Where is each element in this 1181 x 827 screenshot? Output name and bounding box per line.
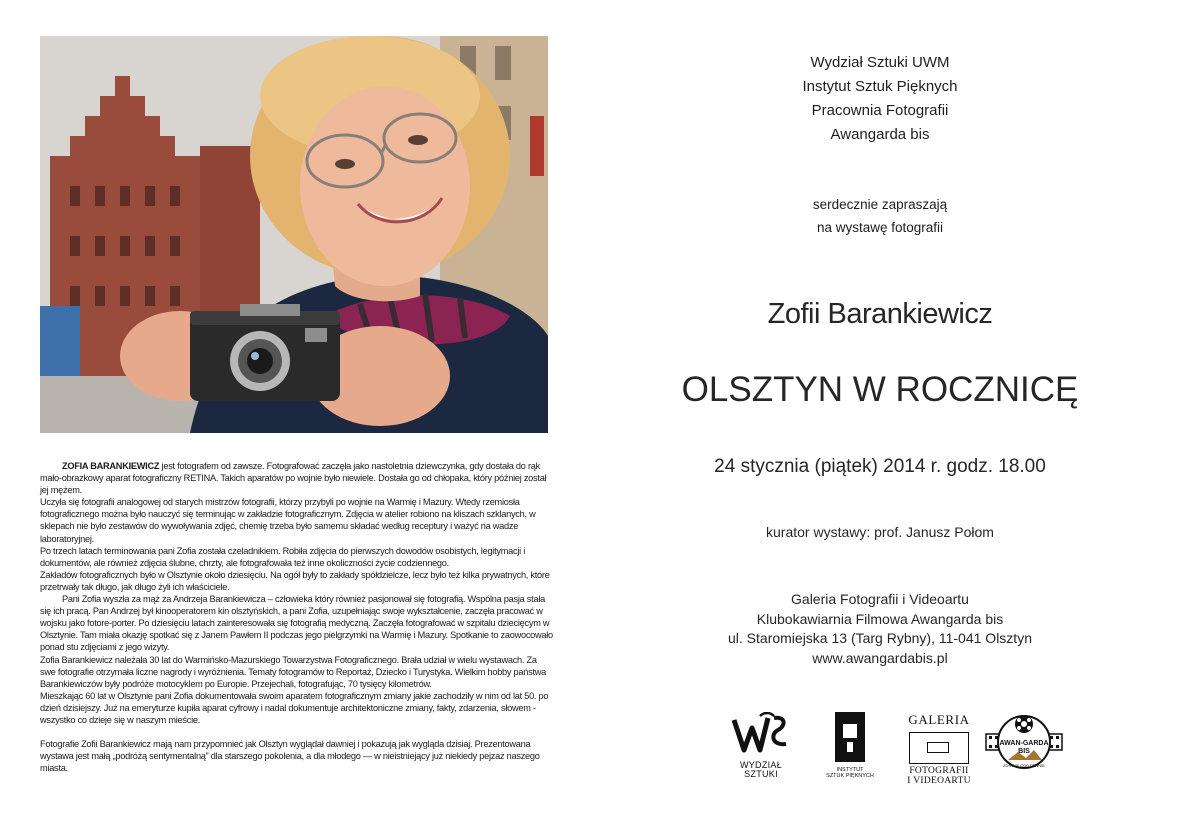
portrait-photo-illustration (40, 36, 548, 433)
organizer-line-4: Awangarda bis (830, 126, 930, 143)
organizer-line-3: Pracownia Fotografii (811, 102, 949, 119)
instytut-logo-mark (833, 712, 867, 762)
awangarda-line-1: AWAN-GARDA (999, 740, 1049, 747)
bio-paragraph-6: Zofia Barankiewicz należała 30 lat do Warmińsko-Mazurskiego Towarzystwa Fotograficznego. Brała udział w wielu wystawach. Za swe fotografie otrzymała liczne nagrody i wyróżnienia. Tematy fotogramów to Reportaż, Dziecko i Turystyka. Wielkim hobby państwa Barankiewiczów były podróże motocyklem po Europie. Przejechali, fotografując, 70 tysięcy kilometrów. (40, 654, 547, 689)
awangarda-line-3: ZDROJE CODZIENNIE (1003, 763, 1045, 768)
artist-name: Zofii Barankiewicz (767, 298, 993, 330)
bio-paragraph-3: Po trzech latach terminowania pani Zofia została czeladnikiem. Robiła zdjęcia do pierwszych dowodów osobistych, legitymacji i dokumentów, ale również zdjęcia ślubne, chrzty, ale fotografowała też inne okoliczności życie codziennego. (40, 545, 526, 568)
organizers (600, 51, 1160, 147)
exhibition-date: 24 stycznia (piątek) 2014 r. godz. 18.00 (714, 456, 1046, 477)
instytut-sztuk-pieknych-logo (820, 712, 880, 779)
bio-p1-text: jest fotografem od zawsze. Fotografować zaczęła jako nastoletnia dziewczynka, gdy dostała do rąk mało-obrazkowy aparat fotograficzny RETINA. Takich aparatów po wojnie było niewiele. Dostała go od chłopaka, który później został jej mężem. (40, 461, 547, 496)
instytut-line-2: SZTUK PIĘKNYCH (826, 773, 874, 779)
venue (600, 590, 1160, 668)
bio-paragraph-7: Mieszkając 60 lat w Olsztynie pani Zofia dokumentowała swoim aparatem fotograficznym zmiany jakie zachodziły w nim od lat 50. po dzień dzisiejszy. Już na emeryturze kupiła aparat cyfrowy i nadal dokumentuje architektoniczne zmiany, fakty, zdarzenia, słowem - wszystko co dzieje się w naszym mieście. (40, 690, 549, 725)
exhibition-title: OLSZTYN W ROCZNICĘ (681, 370, 1079, 409)
bio-paragraph-5: Pani Zofia wyszła za mąż za Andrzeja Barankiewicza – człowieka który również pasjonował się fotografią. Wspólna pasja stała się ich pracą. Pan Andrzej był kinooperatorem kin olsztyńskich, a pani Zofia, uzupełniając swoje wykształcenie, zaczęła pracować w wojsku jako fotore-porter. Po dziesięciu latach zainteresowała się fotografią medyczną. Zaczęła fotografować w szpitalu dziecięcym w Olsztynie. Tam miała okazję spotkać się z Janem Pawłem II podczas jego pielgrzymki na Warmię i Mazury. Spotkanie to zaowocowało ponad stu zdjęciami z jego wizyty. (40, 594, 553, 653)
bio-paragraph-2: Uczyła się fotografii analogowej od starych mistrzów fotografii, którzy przybyli po wojnie na Warmię i Mazury. Wtedy rzemiosła fotograficznego można było nauczyć się terminując w zakładzie fotograficznym. Zdjęcia w atelier robiono na kliszach szklanych, w sklepach nie było zestawów do wywoływania zdjęć, chemię trzeba było samemu składać według receptury i ważyć na wadze laboratoryjnej. (40, 497, 536, 544)
bio-paragraph-1 (40, 460, 554, 496)
awangarda-line-2: BIS (1018, 748, 1030, 755)
instytut-line-1: INSTYTUT (836, 767, 864, 773)
venue-line-1: Galeria Fotografii i Videoartu (791, 591, 969, 607)
wydzial-sztuki-logo (730, 712, 792, 779)
biography-text (40, 460, 554, 774)
galeria-title: GALERIA (908, 712, 970, 727)
bio-paragraph-4: Zakładów fotograficznych było w Olsztynie około dziesięciu. Na ogół były to zakłady spółdzielcze, lecz było też kilka prywatnych, które przetrwały tak długo, jak długo żyli ich właściciele. (40, 569, 550, 592)
awangarda-bis-logo-mark (984, 708, 1064, 774)
galeria-fotografii-logo (900, 712, 978, 786)
wydzial-sztuki-logo-mark (730, 712, 792, 756)
galeria-frame-icon (909, 732, 969, 764)
bio-name: ZOFIA BARANKIEWICZ (62, 461, 160, 471)
awangarda-bis-logo (984, 708, 1064, 779)
invitation-line-2: na wystawę fotografii (816, 220, 944, 235)
venue-line-2: Klubokawiarnia Filmowa Awangarda bis (756, 610, 1004, 627)
portrait-photo (40, 36, 548, 433)
invitation-line-1: serdecznie zapraszają (812, 197, 948, 212)
bio-paragraph-8: Fotografie Zofii Barankiewicz mają nam przypomnieć jak Olsztyn wyglądał dawniej i pokazują jak wygląda dzisiaj. Prezentowana wystawa jest małą „podróżą sentymentalną” dla starszego pokolenia, a dla młodego — w nieistniejący już niekiedy pejzaż naszego miasta. (40, 739, 540, 774)
curator: kurator wystawy: prof. Janusz Połom (766, 524, 994, 540)
wydzial-sztuki-line-2: SZTUKI (744, 769, 778, 779)
venue-website-link[interactable]: www.awangardabis.pl (812, 649, 948, 666)
galeria-line-2: I VIDEOARTU (907, 776, 971, 786)
venue-address: ul. Staromiejska 13 (Targ Rybny), 11-041 Olsztyn (728, 630, 1032, 646)
partner-logos (700, 708, 1080, 788)
organizer-line-2: Instytut Sztuk Pięknych (802, 78, 958, 95)
wydzial-sztuki-line-1: WYDZIAŁ (739, 760, 783, 770)
invitation (600, 193, 1160, 239)
organizer-line-1: Wydział Sztuki UWM (810, 54, 950, 71)
galeria-line-1: FOTOGRAFII (909, 766, 969, 776)
